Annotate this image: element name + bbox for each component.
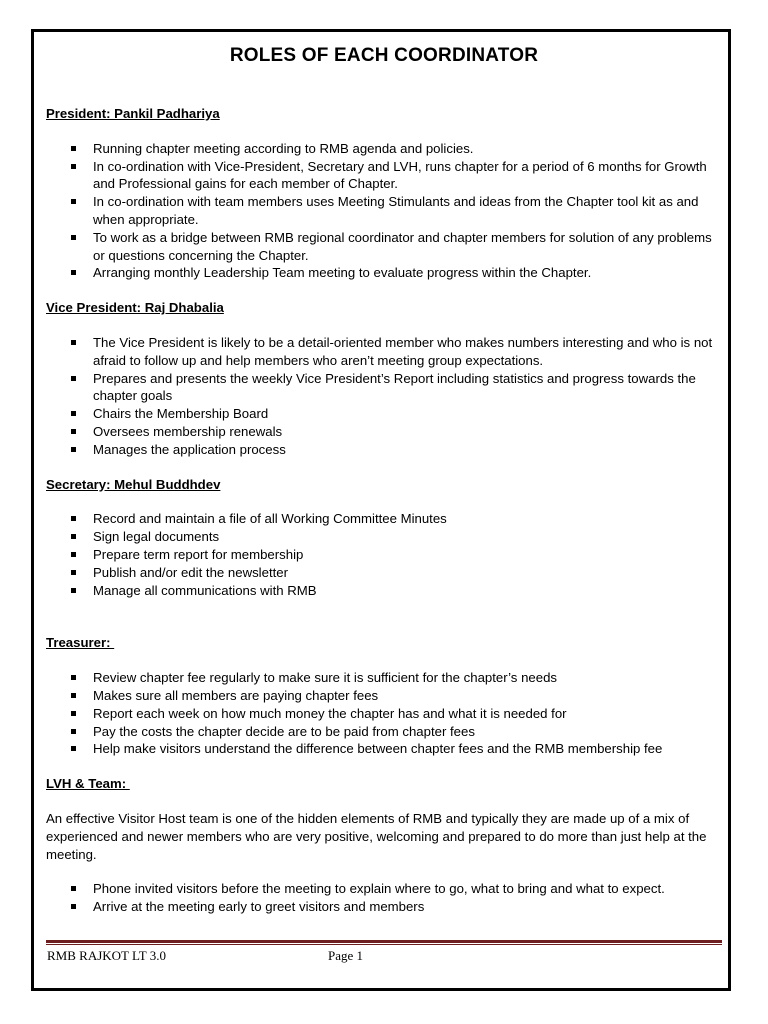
treasurer-heading: Treasurer: [46, 635, 115, 651]
list-item: Pay the costs the chapter decide are to be paid from chapter fees [46, 723, 726, 741]
secretary-heading: Secretary: Mehul Buddhdev [46, 476, 221, 492]
list-item: In co-ordination with team members uses Meeting Stimulants and ideas from the Chapter tool kit as and when appropriate. [46, 193, 726, 229]
list-item: Running chapter meeting according to RMB agenda and policies. [46, 140, 726, 158]
list-item: Record and maintain a file of all Working Committee Minutes [46, 510, 726, 528]
vice-president-heading: Vice President: Raj Dhabalia [46, 300, 224, 316]
president-list [46, 140, 726, 282]
lvh-paragraph: An effective Visitor Host team is one of the hidden elements of RMB and typically they are made up of a mix of experienced and newer members who are very positive, welcoming and prepared to do more than just help at the meeting. [46, 810, 707, 862]
list-item: The Vice President is likely to be a detail-oriented member who makes numbers interesting and who is not afraid to follow up and help members who aren’t meeting group expectations. [46, 334, 726, 370]
list-item: Report each week on how much money the chapter has and what it is needed for [46, 705, 726, 723]
secretary-list [46, 510, 726, 599]
list-item: In co-ordination with Vice-President, Secretary and LVH, runs chapter for a period of 6 months for Growth and Professional gains for each member of Chapter. [46, 158, 726, 194]
list-item: Arrive at the meeting early to greet visitors and members [46, 898, 726, 916]
lvh-heading: LVH & Team: [46, 776, 130, 792]
list-item: Manage all communications with RMB [46, 582, 726, 600]
list-item: To work as a bridge between RMB regional coordinator and chapter members for solution of any problems or questions concerning the Chapter. [46, 229, 726, 265]
page-number: Page 1 [328, 948, 364, 963]
list-item: Arranging monthly Leadership Team meeting to evaluate progress within the Chapter. [46, 264, 726, 282]
list-item: Prepare term report for membership [46, 546, 726, 564]
page-title: ROLES OF EACH COORDINATOR [229, 45, 539, 66]
footer-title: RMB RAJKOT LT 3.0 [47, 948, 166, 963]
list-item: Chairs the Membership Board [46, 405, 726, 423]
list-item: Sign legal documents [46, 528, 726, 546]
footer-divider [46, 940, 722, 943]
list-item: Phone invited visitors before the meeting to explain where to go, what to bring and what to expect. [46, 880, 726, 898]
footer-divider-thin [46, 944, 722, 945]
lvh-list [46, 880, 726, 916]
list-item: Help make visitors understand the difference between chapter fees and the RMB membership fee [46, 740, 726, 758]
list-item: Oversees membership renewals [46, 423, 726, 441]
president-heading: President: Pankil Padhariya [46, 106, 220, 121]
list-item: Publish and/or edit the newsletter [46, 564, 726, 582]
document-body [46, 105, 726, 916]
list-item: Review chapter fee regularly to make sure it is sufficient for the chapter’s needs [46, 669, 726, 687]
list-item: Makes sure all members are paying chapter fees [46, 687, 726, 705]
treasurer-list [46, 669, 726, 758]
vice-president-list [46, 334, 726, 459]
list-item: Manages the application process [46, 441, 726, 459]
list-item: Prepares and presents the weekly Vice President’s Report including statistics and progress towards the chapter goals [46, 370, 726, 406]
